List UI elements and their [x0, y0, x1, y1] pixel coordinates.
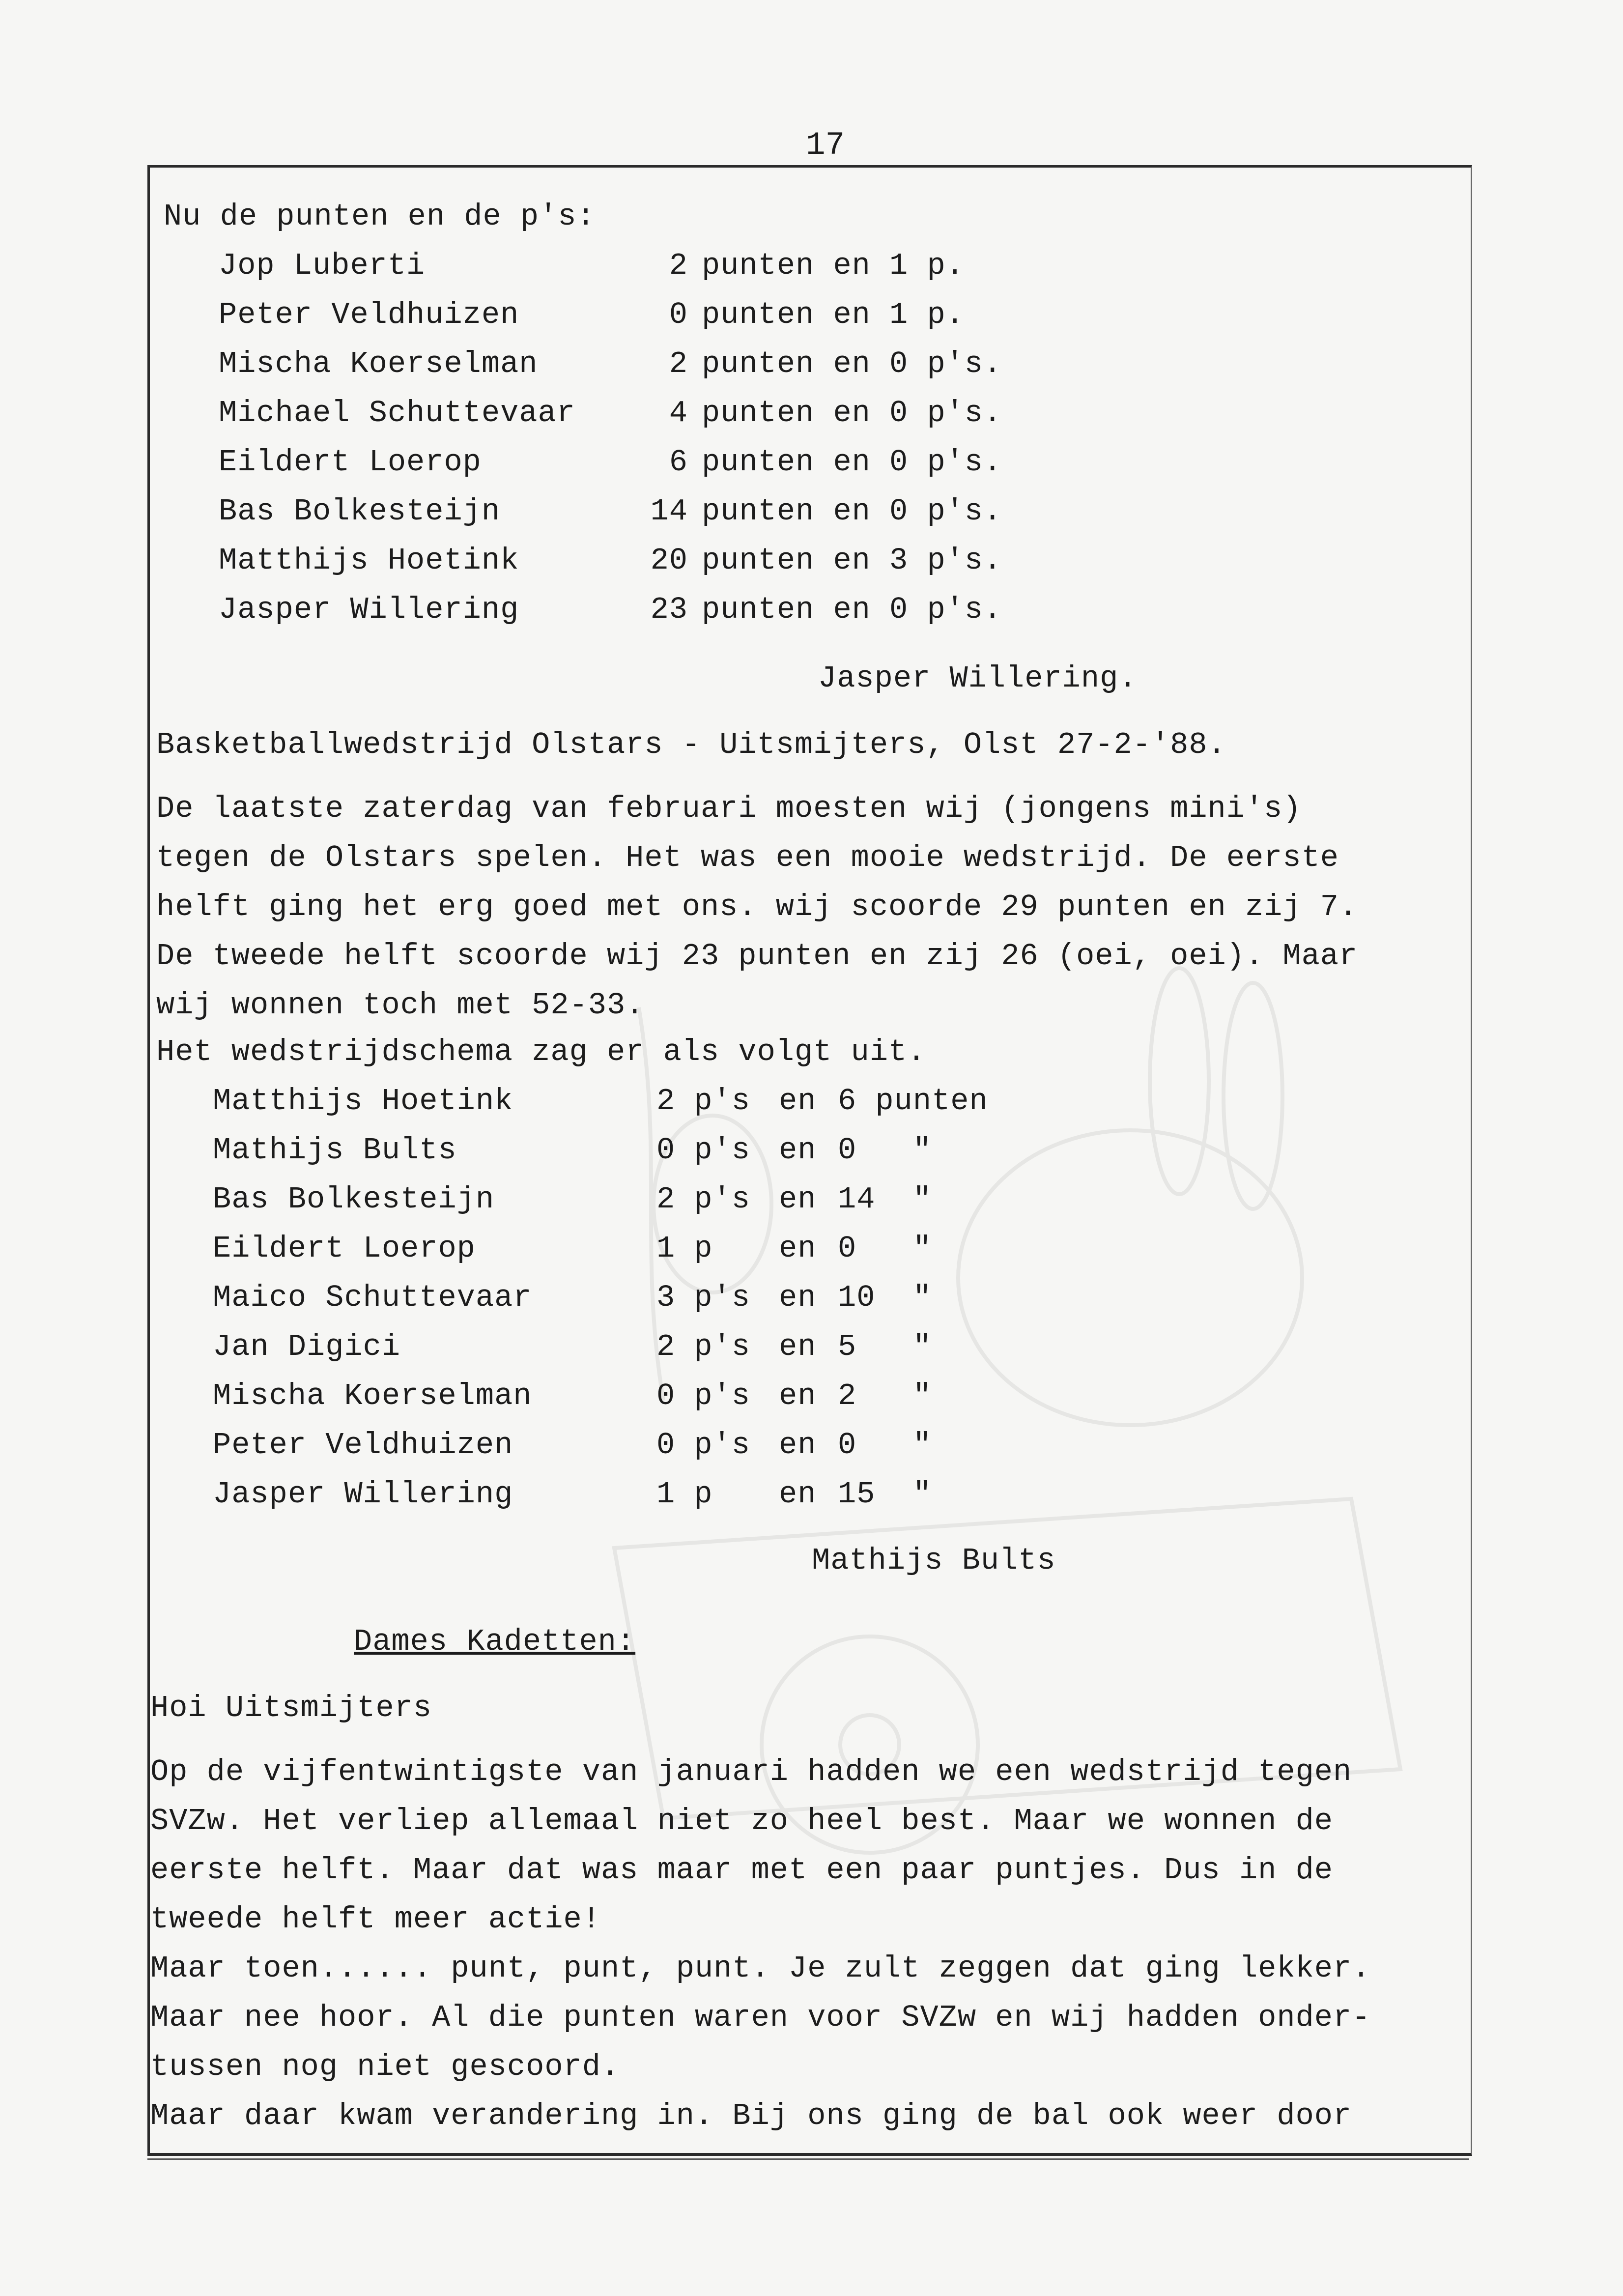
score-points: 14 — [650, 494, 688, 529]
schema-points: 14 " — [838, 1182, 932, 1217]
schema-en: en — [779, 1231, 817, 1266]
schema-en: en — [779, 1378, 817, 1413]
schema-ps: 3 p's — [656, 1280, 751, 1315]
intro-line: Nu de punten en de p's: — [164, 199, 596, 234]
score-name: Jop Luberti — [219, 248, 426, 283]
greeting: Hoi Uitsmijters — [150, 1691, 432, 1725]
schema-en: en — [779, 1133, 817, 1168]
schema-points: 15 " — [838, 1477, 932, 1512]
schema-points: 5 " — [838, 1329, 932, 1364]
letter-line: tussen nog niet gescoord. — [150, 2049, 620, 2084]
schema-name: Jan Digici — [213, 1329, 401, 1364]
schema-name: Mathijs Bults — [213, 1133, 457, 1168]
score-name: Peter Veldhuizen — [219, 297, 519, 332]
report-line: Het wedstrijdschema zag er als volgt uit. — [156, 1034, 926, 1069]
score-ps: punten en 3 p's. — [702, 543, 1002, 578]
schema-en: en — [779, 1329, 817, 1364]
schema-name: Jasper Willering — [213, 1477, 513, 1512]
schema-ps: 0 p's — [656, 1428, 751, 1463]
score-ps: punten en 1 p. — [702, 297, 965, 332]
schema-ps: 2 p's — [656, 1182, 751, 1217]
score-name: Eildert Loerop — [219, 445, 482, 480]
schema-en: en — [779, 1084, 817, 1119]
schema-en: en — [779, 1428, 817, 1463]
score-points: 2 — [669, 248, 688, 283]
schema-points: 0 " — [838, 1231, 932, 1266]
score-points: 23 — [650, 592, 688, 627]
score-points: 4 — [669, 396, 688, 430]
score-points: 2 — [669, 346, 688, 381]
score-name: Matthijs Hoetink — [219, 543, 519, 578]
signature-1: Jasper Willering. — [818, 661, 1138, 696]
schema-ps: 0 p's — [656, 1133, 751, 1168]
schema-points: 10 " — [838, 1280, 932, 1315]
score-ps: punten en 1 p. — [702, 248, 965, 283]
schema-ps: 0 p's — [656, 1378, 751, 1413]
score-ps: punten en 0 p's. — [702, 346, 1002, 381]
schema-name: Eildert Loerop — [213, 1231, 476, 1266]
report-line: helft ging het erg goed met ons. wij scoorde 29 punten en zij 7. — [156, 890, 1358, 924]
schema-ps: 2 p's — [656, 1084, 751, 1119]
report-line: De laatste zaterdag van februari moesten wij (jongens mini's) — [156, 791, 1302, 826]
score-name: Mischa Koerselman — [219, 346, 538, 381]
letter-line: eerste helft. Maar dat was maar met een paar puntjes. Dus in de — [150, 1853, 1333, 1888]
schema-points: 6 punten — [838, 1084, 988, 1119]
score-ps: punten en 0 p's. — [702, 494, 1002, 529]
schema-en: en — [779, 1477, 817, 1512]
signature-2: Mathijs Bults — [812, 1543, 1056, 1578]
letter-line: Maar daar kwam verandering in. Bij ons ging de bal ook weer door — [150, 2098, 1352, 2133]
frame-underline — [147, 2158, 1469, 2160]
section-heading: Dames Kadetten: — [354, 1624, 636, 1659]
score-name: Michael Schuttevaar — [219, 396, 575, 430]
report-line: tegen de Olstars spelen. Het was een mooie wedstrijd. De eerste — [156, 840, 1339, 875]
score-ps: punten en 0 p's. — [702, 445, 1002, 480]
schema-en: en — [779, 1182, 817, 1217]
schema-ps: 2 p's — [656, 1329, 751, 1364]
score-points: 0 — [669, 297, 688, 332]
schema-en: en — [779, 1280, 817, 1315]
schema-points: 0 " — [838, 1428, 932, 1463]
schema-name: Matthijs Hoetink — [213, 1084, 513, 1119]
schema-name: Bas Bolkesteijn — [213, 1182, 495, 1217]
score-points: 20 — [650, 543, 688, 578]
schema-ps: 1 p — [656, 1231, 751, 1266]
schema-points: 2 " — [838, 1378, 932, 1413]
score-name: Bas Bolkesteijn — [219, 494, 501, 529]
schema-ps: 1 p — [656, 1477, 751, 1512]
letter-line: Maar toen...... punt, punt, punt. Je zult zeggen dat ging lekker. — [150, 1951, 1371, 1986]
letter-line: Maar nee hoor. Al die punten waren voor SVZw en wij hadden onder- — [150, 2000, 1371, 2035]
report-line: De tweede helft scoorde wij 23 punten en zij 26 (oei, oei). Maar — [156, 939, 1358, 974]
report-line: wij wonnen toch met 52-33. — [156, 988, 645, 1023]
match-title: Basketballwedstrijd Olstars - Uitsmijters, Olst 27-2-'88. — [156, 727, 1226, 762]
letter-line: tweede helft meer actie! — [150, 1902, 601, 1937]
schema-name: Peter Veldhuizen — [213, 1428, 513, 1463]
score-ps: punten en 0 p's. — [702, 592, 1002, 627]
schema-points: 0 " — [838, 1133, 932, 1168]
score-points: 6 — [669, 445, 688, 480]
letter-line: SVZw. Het verliep allemaal niet zo heel best. Maar we wonnen de — [150, 1804, 1333, 1838]
schema-name: Mischa Koerselman — [213, 1378, 532, 1413]
page-number: 17 — [806, 127, 845, 164]
letter-line: Op de vijfentwintigste van januari hadden we een wedstrijd tegen — [150, 1754, 1352, 1789]
schema-name: Maico Schuttevaar — [213, 1280, 532, 1315]
score-ps: punten en 0 p's. — [702, 396, 1002, 430]
score-name: Jasper Willering — [219, 592, 519, 627]
